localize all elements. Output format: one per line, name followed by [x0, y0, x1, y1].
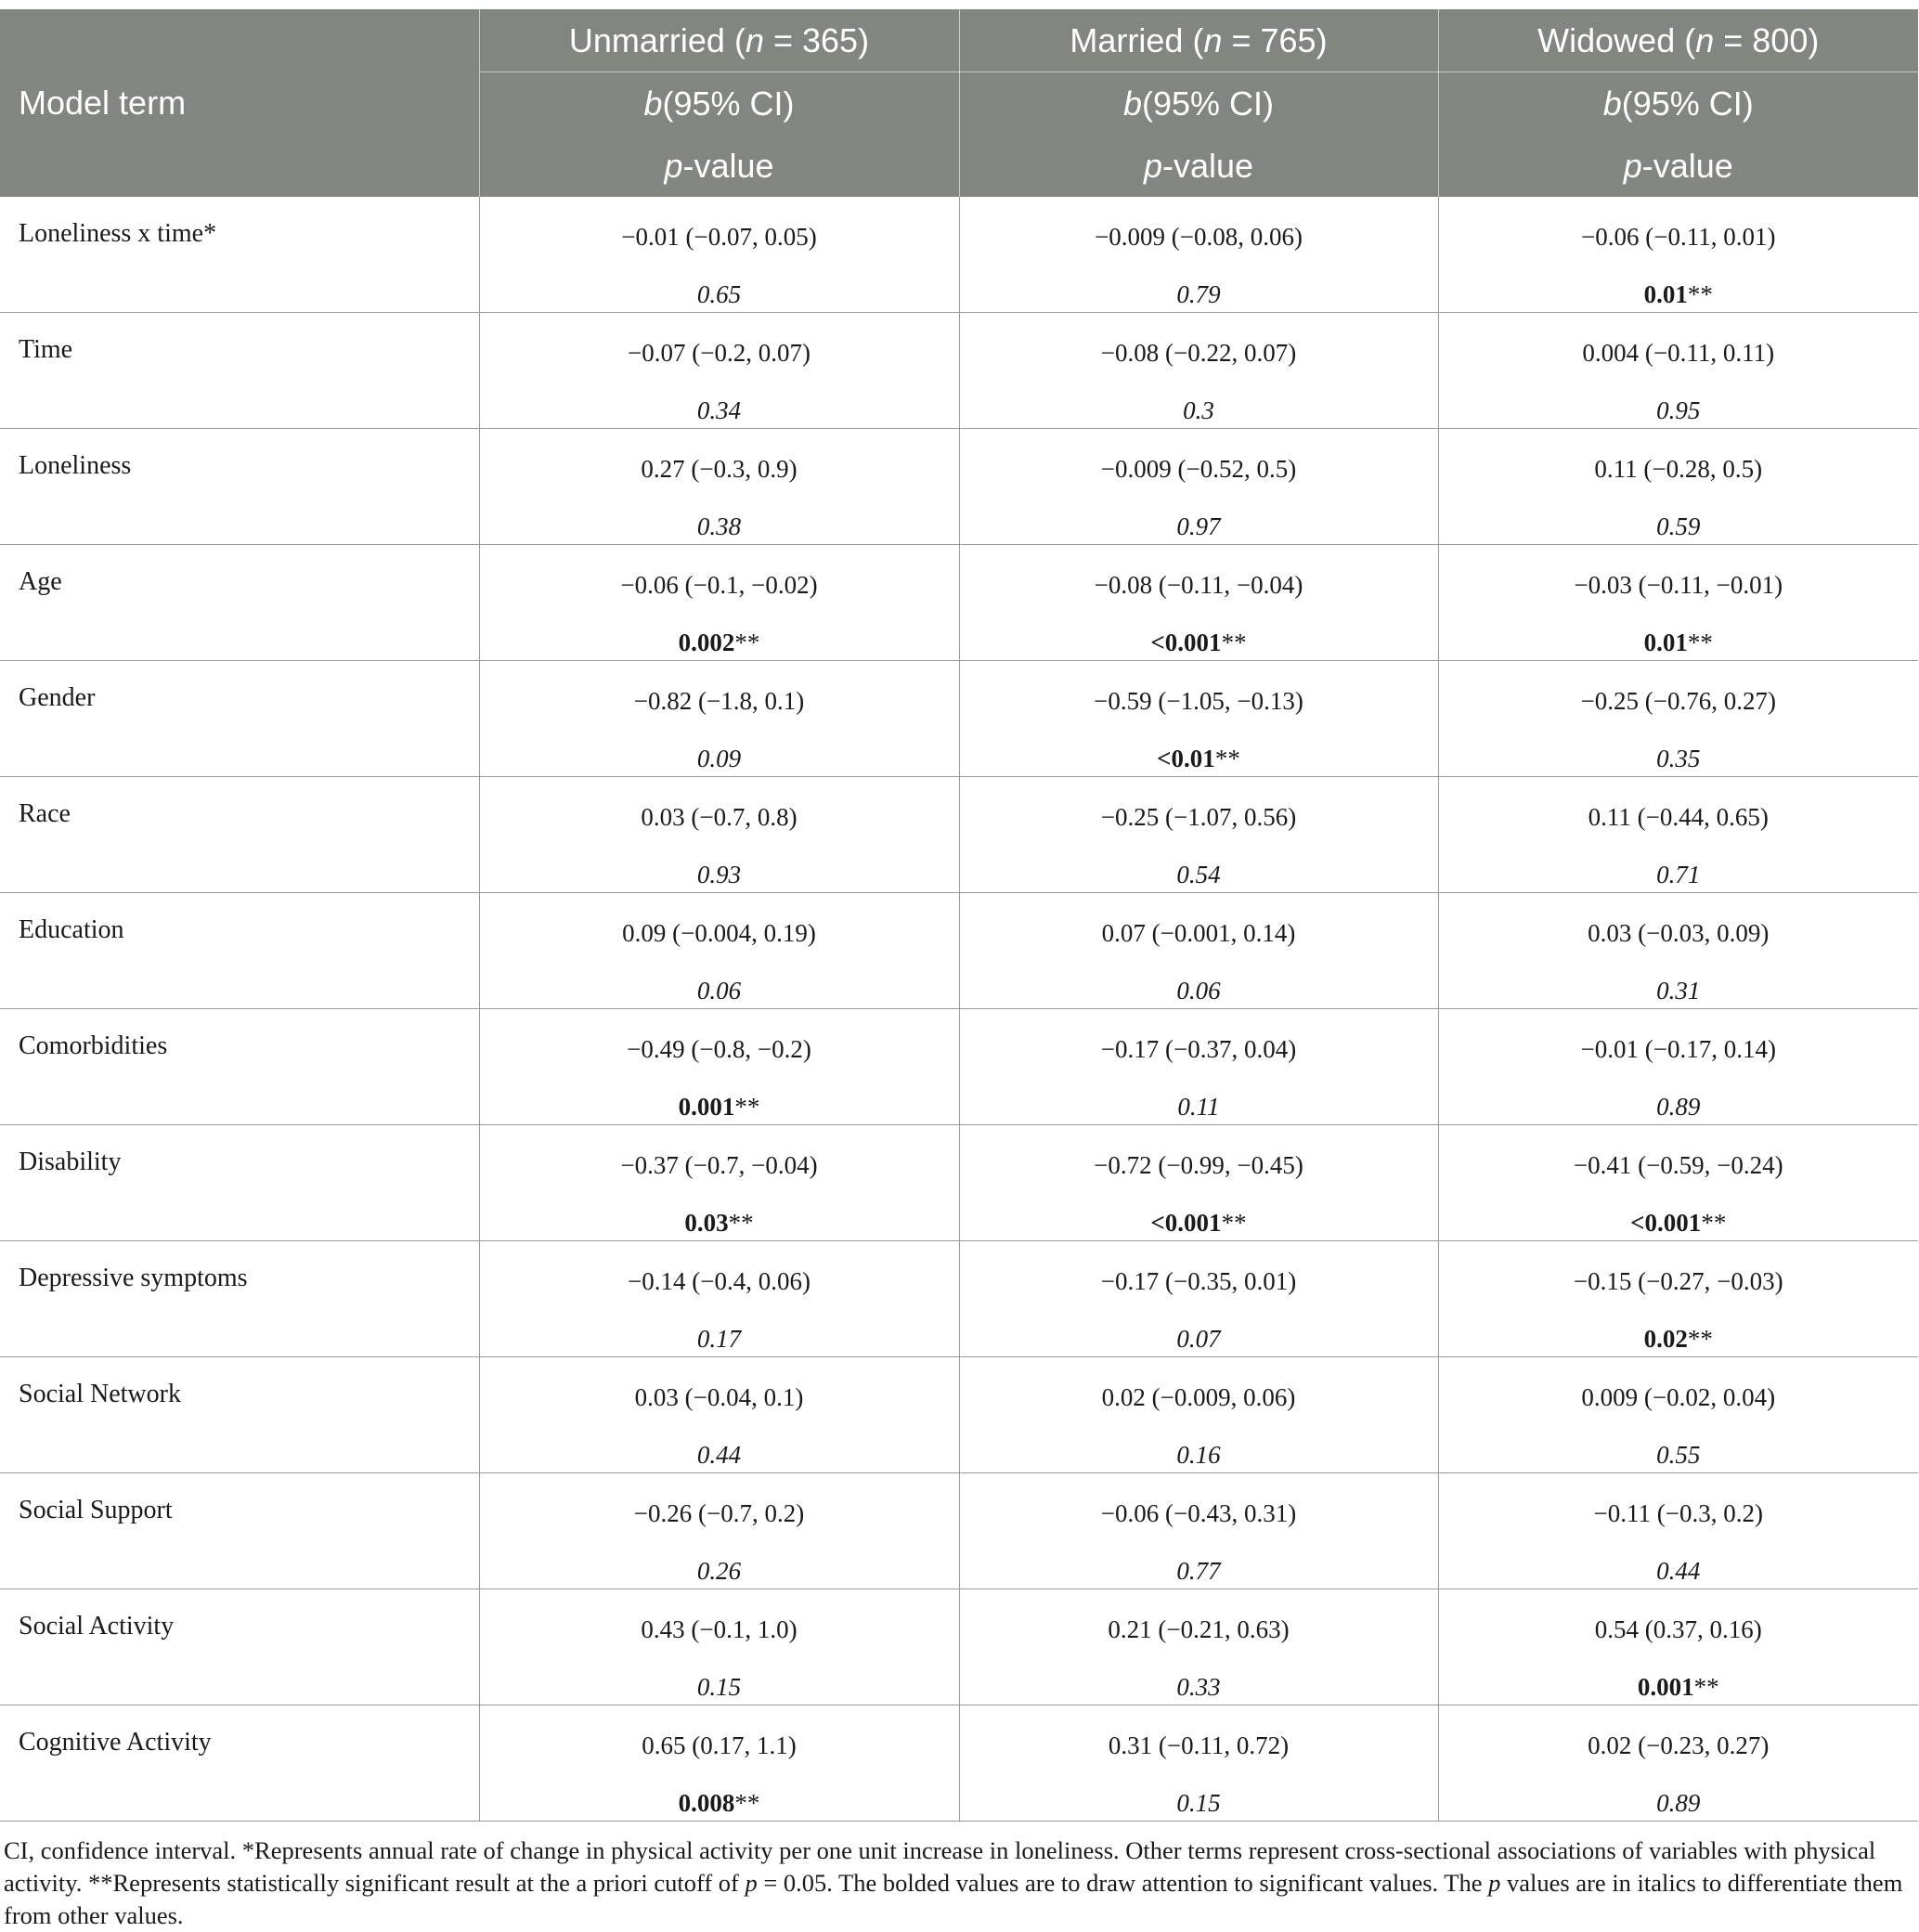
estimate-ci: 0.07 (−0.001, 0.14)	[1101, 919, 1296, 947]
p-value-number: 0.002	[678, 629, 735, 656]
estimate-ci: 0.004 (−0.11, 0.11)	[1582, 339, 1775, 367]
model-term-cell: Gender	[19, 683, 96, 712]
p-value-number: 0.79	[1176, 280, 1221, 308]
value-cell	[1438, 661, 1918, 777]
significance-marker: **	[734, 1789, 760, 1817]
p-value-number: <0.001	[1150, 629, 1222, 656]
significance-marker: **	[734, 1093, 760, 1121]
results-table-container	[0, 9, 1919, 1932]
estimate-ci: −0.07 (−0.2, 0.07)	[628, 339, 810, 367]
estimate-ci: −0.15 (−0.27, −0.03)	[1573, 1267, 1783, 1295]
p-value-number: 0.15	[696, 1673, 742, 1701]
significance-marker: **	[1687, 280, 1713, 308]
p-value	[960, 1669, 1438, 1705]
estimate-ci: −0.06 (−0.43, 0.31)	[1100, 1499, 1297, 1527]
p-value-number: 0.008	[678, 1789, 735, 1817]
value-cell	[959, 313, 1438, 429]
model-term-header: Model term	[0, 9, 479, 197]
p-value-number: 0.95	[1656, 396, 1701, 424]
p-value	[480, 1205, 959, 1240]
p-value	[1439, 973, 1919, 1008]
p-value-number: 0.55	[1656, 1441, 1701, 1469]
p-value-number: 0.33	[1176, 1673, 1221, 1701]
p-value-label: p-value	[1143, 147, 1254, 185]
p-value	[960, 1089, 1438, 1124]
value-cell	[479, 1125, 959, 1241]
p-value-number: 0.001	[1637, 1673, 1694, 1701]
model-term-cell: Race	[19, 799, 71, 828]
p-value	[960, 393, 1438, 428]
value-cell	[959, 1589, 1438, 1705]
value-cell	[1438, 1357, 1918, 1473]
p-value	[1439, 1089, 1919, 1124]
model-term-cell: Loneliness	[19, 451, 132, 480]
p-value-number: 0.34	[696, 396, 742, 424]
model-term-cell: Cognitive Activity	[19, 1728, 212, 1757]
table-body	[0, 197, 1918, 1822]
estimate-ci: 0.31 (−0.11, 0.72)	[1108, 1731, 1290, 1759]
p-value-number: 0.01	[1643, 629, 1688, 656]
estimate-ci: −0.41 (−0.59, −0.24)	[1573, 1151, 1783, 1179]
estimate-ci: 0.09 (−0.004, 0.19)	[622, 919, 816, 947]
p-value	[480, 973, 959, 1008]
p-value	[480, 625, 959, 660]
value-cell	[959, 1705, 1438, 1822]
p-value-number: 0.06	[696, 977, 742, 1005]
p-value-number: 0.97	[1176, 512, 1221, 540]
p-value-number: 0.38	[696, 512, 742, 540]
table-header	[0, 9, 1918, 197]
significance-marker: **	[1693, 1673, 1719, 1701]
value-cell	[1438, 1125, 1918, 1241]
p-value-number: 0.02	[1643, 1325, 1688, 1353]
p-value-number: <0.01	[1157, 745, 1215, 772]
p-value	[1439, 625, 1919, 660]
p-value	[960, 857, 1438, 892]
value-cell	[479, 429, 959, 545]
estimate-ci: 0.009 (−0.02, 0.04)	[1581, 1383, 1776, 1411]
model-term-cell: Disability	[19, 1148, 122, 1176]
p-value	[480, 741, 959, 776]
p-value	[1439, 857, 1919, 892]
estimate-ci: −0.009 (−0.08, 0.06)	[1095, 223, 1303, 251]
p-value-number: 0.89	[1656, 1789, 1701, 1817]
value-cell	[959, 1357, 1438, 1473]
p-value	[1439, 741, 1919, 776]
p-value	[960, 1553, 1438, 1588]
p-value	[960, 973, 1438, 1008]
value-cell	[1438, 893, 1918, 1009]
group-header-widowed	[1438, 9, 1918, 197]
p-value-number: 0.07	[1176, 1325, 1221, 1353]
estimate-ci: −0.82 (−1.8, 0.1)	[633, 687, 805, 715]
value-cell	[479, 545, 959, 661]
value-cell	[1438, 1705, 1918, 1822]
value-cell	[959, 1009, 1438, 1125]
significance-marker: **	[734, 629, 760, 656]
p-value-number: 0.17	[696, 1325, 742, 1353]
model-term-cell: Comorbidities	[19, 1031, 168, 1060]
results-table	[0, 9, 1918, 1822]
table-footnote: CI, confidence interval. *Represents annual rate of change in physical activity per one unit increase in loneliness. Other terms represent cross-sectional associations of variables with physical activity. **Represents statistically significant result at the a priori cutoff of p = 0.05. The bolded values are to draw attention to significant values. The p values are in italics to differentiate them from other values.	[4, 1836, 1903, 1929]
p-value-number: 0.09	[696, 745, 742, 772]
table-row	[0, 197, 1918, 313]
p-value	[960, 277, 1438, 312]
value-cell	[479, 1009, 959, 1125]
value-cell	[959, 197, 1438, 313]
value-cell	[1438, 545, 1918, 661]
group-header-married	[959, 9, 1438, 197]
p-value-number: 0.15	[1176, 1789, 1221, 1817]
p-value	[1439, 1205, 1919, 1240]
p-value	[480, 1321, 959, 1356]
estimate-ci: −0.25 (−0.76, 0.27)	[1580, 687, 1776, 715]
value-cell	[1438, 313, 1918, 429]
p-value-number: 0.89	[1656, 1093, 1701, 1121]
model-term-cell: Social Activity	[19, 1612, 175, 1640]
p-value-label: p-value	[1623, 147, 1733, 185]
value-cell	[959, 661, 1438, 777]
estimate-ci: −0.08 (−0.22, 0.07)	[1100, 339, 1297, 367]
p-value	[960, 509, 1438, 544]
value-cell	[959, 545, 1438, 661]
value-cell	[959, 429, 1438, 545]
estimate-ci: 0.02 (−0.009, 0.06)	[1101, 1383, 1296, 1411]
estimate-ci: −0.01 (−0.07, 0.05)	[621, 223, 817, 251]
model-term-cell: Depressive symptoms	[19, 1264, 248, 1292]
p-value-number: 0.11	[1177, 1093, 1220, 1121]
estimate-ci: −0.49 (−0.8, −0.2)	[627, 1035, 811, 1063]
estimate-ci: −0.25 (−1.07, 0.56)	[1100, 803, 1297, 831]
estimate-ci: −0.08 (−0.11, −0.04)	[1094, 571, 1303, 599]
table-row	[0, 893, 1918, 1009]
table-row	[0, 545, 1918, 661]
estimate-ci: 0.03 (−0.7, 0.8)	[641, 803, 797, 831]
estimate-ci: −0.17 (−0.37, 0.04)	[1100, 1035, 1297, 1063]
model-term-cell: Social Support	[19, 1496, 173, 1524]
table-row	[0, 313, 1918, 429]
p-value	[1439, 1321, 1919, 1356]
p-value-number: 0.77	[1176, 1557, 1221, 1585]
model-term-cell: Loneliness x time*	[19, 219, 217, 248]
p-value	[480, 1669, 959, 1705]
table-row	[0, 1705, 1918, 1822]
p-value	[480, 277, 959, 312]
value-cell	[1438, 1473, 1918, 1589]
p-value-number: 0.06	[1176, 977, 1221, 1005]
p-value	[1439, 1785, 1919, 1821]
p-value	[480, 1785, 959, 1821]
value-cell	[1438, 1009, 1918, 1125]
p-value-number: <0.001	[1150, 1209, 1222, 1237]
p-value-number: 0.01	[1643, 280, 1688, 308]
estimate-ci: −0.14 (−0.4, 0.06)	[628, 1267, 810, 1295]
p-value-number: 0.71	[1656, 861, 1701, 888]
table-row	[0, 1473, 1918, 1589]
p-value-number: 0.03	[684, 1209, 729, 1237]
estimate-ci: −0.37 (−0.7, −0.04)	[620, 1151, 818, 1179]
p-value-number: 0.16	[1176, 1441, 1221, 1469]
value-cell	[479, 661, 959, 777]
group-label: Unmarried (n = 365)	[480, 9, 959, 72]
p-value-number: 0.44	[696, 1441, 742, 1469]
p-value-number: 0.001	[678, 1093, 735, 1121]
table-row	[0, 777, 1918, 893]
estimate-ci: 0.21 (−0.21, 0.63)	[1108, 1615, 1290, 1643]
p-value	[1439, 1669, 1919, 1705]
estimate-ci: 0.03 (−0.04, 0.1)	[634, 1383, 804, 1411]
model-term-cell: Time	[19, 335, 73, 364]
value-cell	[1438, 197, 1918, 313]
estimate-ci: 0.43 (−0.1, 1.0)	[641, 1615, 797, 1643]
value-cell	[959, 777, 1438, 893]
p-value-number: 0.65	[696, 280, 742, 308]
estimate-ci: 0.11 (−0.28, 0.5)	[1594, 455, 1763, 483]
p-value-number: 0.54	[1176, 861, 1221, 888]
value-cell	[479, 777, 959, 893]
estimate-ci: −0.06 (−0.1, −0.02)	[620, 571, 818, 599]
model-term-cell: Education	[19, 915, 124, 944]
significance-marker: **	[1687, 1325, 1713, 1353]
estimate-ci: −0.009 (−0.52, 0.5)	[1100, 455, 1297, 483]
p-value-number: 0.3	[1183, 396, 1214, 424]
p-value	[480, 857, 959, 892]
p-value	[1439, 1437, 1919, 1472]
p-value-number: <0.001	[1630, 1209, 1702, 1237]
p-value	[960, 1437, 1438, 1472]
table-row	[0, 1357, 1918, 1473]
estimate-ci: −0.59 (−1.05, −0.13)	[1094, 687, 1303, 715]
group-header-unmarried	[479, 9, 959, 197]
estimate-ci: 0.02 (−0.23, 0.27)	[1588, 1731, 1770, 1759]
value-cell	[959, 1473, 1438, 1589]
p-value	[480, 1553, 959, 1588]
value-cell	[479, 1473, 959, 1589]
estimate-ci: 0.54 (0.37, 0.16)	[1594, 1615, 1762, 1643]
value-cell	[959, 893, 1438, 1009]
p-value	[480, 1437, 959, 1472]
value-cell	[959, 1241, 1438, 1357]
estimate-ci: −0.06 (−0.11, 0.01)	[1581, 223, 1776, 251]
p-value	[960, 1205, 1438, 1240]
estimate-ci: 0.27 (−0.3, 0.9)	[641, 455, 797, 483]
p-value-number: 0.26	[696, 1557, 742, 1585]
table-row	[0, 661, 1918, 777]
group-label: Married (n = 765)	[960, 9, 1438, 72]
significance-marker: **	[1701, 1209, 1727, 1237]
table-row	[0, 1589, 1918, 1705]
p-value	[960, 625, 1438, 660]
significance-marker: **	[1214, 745, 1240, 772]
model-term-cell: Social Network	[19, 1380, 181, 1408]
p-value-number: 0.35	[1656, 745, 1701, 772]
group-label: Widowed (n = 800)	[1439, 9, 1919, 72]
p-value	[1439, 277, 1919, 312]
estimate-ci: −0.01 (−0.17, 0.14)	[1580, 1035, 1776, 1063]
significance-marker: **	[1221, 629, 1247, 656]
p-value	[960, 1785, 1438, 1821]
table-row	[0, 429, 1918, 545]
p-value	[1439, 509, 1919, 544]
p-value	[480, 393, 959, 428]
value-cell	[479, 1589, 959, 1705]
value-cell	[1438, 1241, 1918, 1357]
value-cell	[1438, 429, 1918, 545]
model-term-cell: Age	[19, 567, 62, 596]
estimate-ci: 0.11 (−0.44, 0.65)	[1588, 803, 1769, 831]
p-value	[480, 509, 959, 544]
estimate-ci: −0.03 (−0.11, −0.01)	[1574, 571, 1783, 599]
estimate-label: b(95% CI)	[1122, 84, 1275, 123]
p-value-label: p-value	[664, 147, 774, 185]
p-value-number: 0.44	[1656, 1557, 1701, 1585]
value-cell	[479, 1241, 959, 1357]
p-value	[1439, 1553, 1919, 1588]
p-value	[1439, 393, 1919, 428]
estimate-label: b(95% CI)	[1602, 84, 1754, 123]
p-value-number: 0.93	[696, 861, 742, 888]
p-value	[480, 1089, 959, 1124]
p-value	[960, 1321, 1438, 1356]
significance-marker: **	[1687, 629, 1713, 656]
value-cell	[1438, 777, 1918, 893]
significance-marker: **	[728, 1209, 754, 1237]
estimate-ci: 0.65 (0.17, 1.1)	[642, 1731, 797, 1759]
table-row	[0, 1241, 1918, 1357]
estimate-ci: −0.11 (−0.3, 0.2)	[1593, 1499, 1763, 1527]
value-cell	[479, 197, 959, 313]
estimate-ci: −0.72 (−0.99, −0.45)	[1094, 1151, 1303, 1179]
significance-marker: **	[1221, 1209, 1247, 1237]
value-cell	[479, 313, 959, 429]
estimate-ci: 0.03 (−0.03, 0.09)	[1588, 919, 1770, 947]
estimate-label: b(95% CI)	[643, 84, 795, 123]
p-value	[960, 741, 1438, 776]
value-cell	[479, 1705, 959, 1822]
table-row	[0, 1009, 1918, 1125]
value-cell	[479, 893, 959, 1009]
p-value-number: 0.31	[1656, 977, 1701, 1005]
table-row	[0, 1125, 1918, 1241]
estimate-ci: −0.17 (−0.35, 0.01)	[1100, 1267, 1297, 1295]
value-cell	[479, 1357, 959, 1473]
value-cell	[1438, 1589, 1918, 1705]
estimate-ci: −0.26 (−0.7, 0.2)	[633, 1499, 805, 1527]
value-cell	[959, 1125, 1438, 1241]
p-value-number: 0.59	[1656, 512, 1701, 540]
